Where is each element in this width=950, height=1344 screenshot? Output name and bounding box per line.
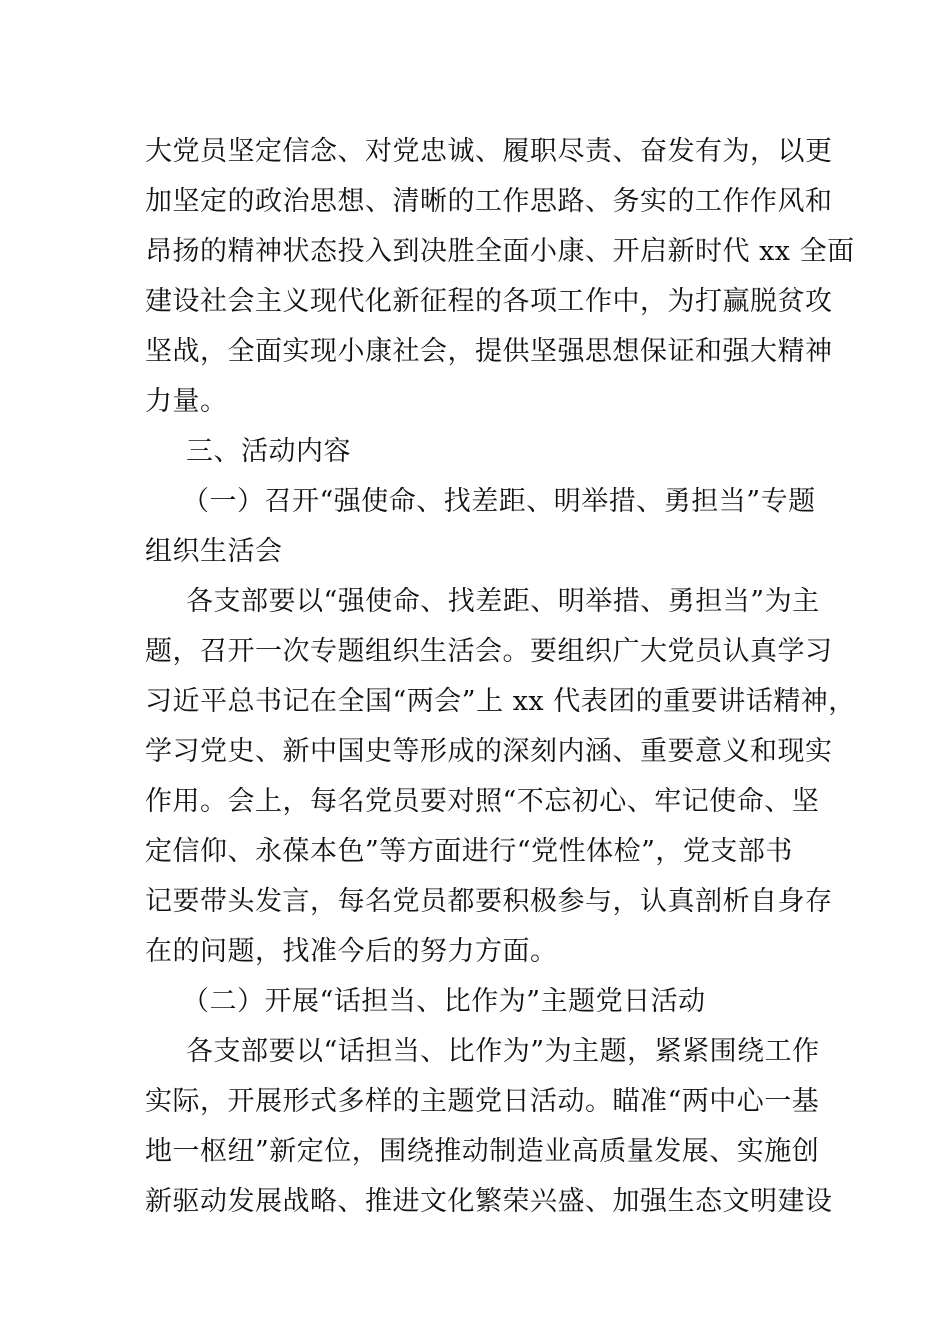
paragraph-line: 坚战，全面实现小康社会，提供坚强思想保证和强大精神	[145, 336, 833, 367]
paragraph-line: 题，召开一次专题组织生活会。要组织广大党员认真学习	[145, 636, 833, 667]
section-heading: 三、活动内容	[186, 436, 351, 467]
paragraph-line: 建设社会主义现代化新征程的各项工作中，为打赢脱贫攻	[145, 286, 833, 317]
paragraph-line: 记要带头发言，每名党员都要积极参与，认真剖析自身存	[145, 886, 833, 917]
paragraph-line: 各支部要以“话担当、比作为”为主题，紧紧围绕工作	[186, 1036, 820, 1067]
paragraph-line: 加坚定的政治思想、清晰的工作思路、务实的工作作风和	[145, 186, 833, 217]
paragraph-line: 实际，开展形式多样的主题党日活动。瞄准“两中心一基	[145, 1086, 820, 1117]
subsection-heading-continued: 组织生活会	[145, 536, 283, 567]
paragraph-line: 力量。	[145, 386, 228, 417]
paragraph-line: 大党员坚定信念、对党忠诚、履职尽责、奋发有为，以更	[145, 136, 833, 167]
subsection-heading: （一）召开“强使命、找差距、明举措、勇担当”专题	[182, 486, 816, 517]
paragraph-line: 新驱动发展战略、推进文化繁荣兴盛、加强生态文明建设	[145, 1186, 833, 1217]
paragraph-line: 学习党史、新中国史等形成的深刻内涵、重要意义和现实	[145, 736, 833, 767]
paragraph-line: 各支部要以“强使命、找差距、明举措、勇担当”为主	[186, 586, 820, 617]
paragraph-line: 定信仰、永葆本色”等方面进行“党性体检”，党支部书	[145, 836, 793, 867]
paragraph-line: 地一枢纽”新定位，围绕推动制造业高质量发展、实施创	[145, 1136, 820, 1167]
paragraph-line: 在的问题，找准今后的努力方面。	[145, 936, 558, 967]
paragraph-line: 习近平总书记在全国“两会”上 xx 代表团的重要讲话精神，	[145, 686, 856, 717]
paragraph-line: 作用。会上，每名党员要对照“不忘初心、牢记使命、坚	[145, 786, 820, 817]
paragraph-line: 昂扬的精神状态投入到决胜全面小康、开启新时代 xx 全面	[145, 236, 855, 267]
subsection-heading: （二）开展“话担当、比作为”主题党日活动	[182, 986, 706, 1017]
